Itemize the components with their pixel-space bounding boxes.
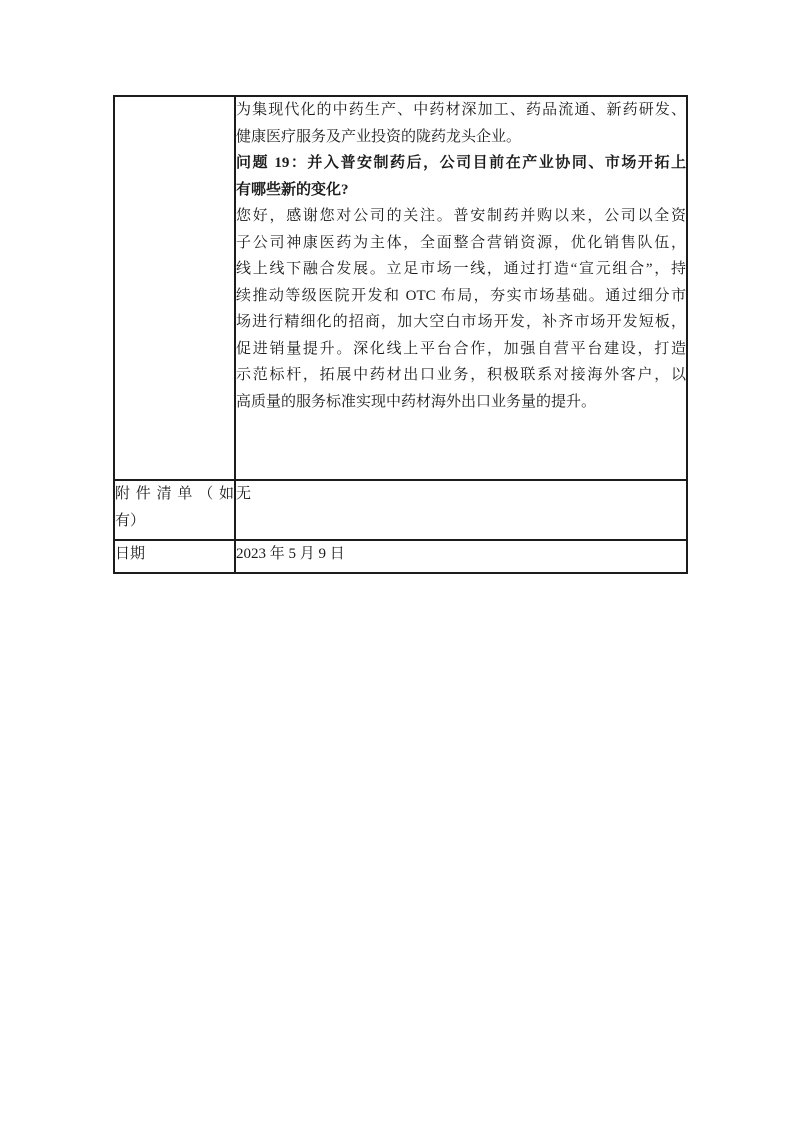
attachment-label-cell bbox=[114, 480, 235, 540]
ir-activity-record-table bbox=[113, 95, 688, 574]
attachment-value bbox=[236, 481, 686, 508]
text-line: 场进行精细化的招商，加大空白市场开发，补齐市场开发短板， bbox=[236, 314, 686, 330]
text-line: 健康医疗服务及产业投资的陇药龙头企业。 bbox=[236, 128, 522, 145]
table-row-date bbox=[114, 540, 687, 573]
answer-row-empty-label-cell bbox=[114, 96, 235, 480]
text-line: 附件清单（如 bbox=[115, 486, 234, 502]
text-line: 子公司神康医药为主体，全面整合营销资源，优化销售队伍， bbox=[236, 234, 686, 251]
attachment-label bbox=[115, 481, 234, 534]
text-line: 2023 年 5 月 9 日 bbox=[236, 546, 345, 562]
text-line: 有哪些新的变化? bbox=[236, 181, 349, 198]
table-row-attachment bbox=[114, 480, 687, 540]
text-line: 促进销量提升。深化线上平台合作，加强自营平台建设，打造 bbox=[236, 340, 686, 357]
text-line: 高质量的服务标准实现中药材海外出口业务量的提升。 bbox=[236, 393, 597, 410]
date-label bbox=[115, 541, 234, 568]
date-value-cell bbox=[235, 540, 687, 573]
text-line: 为集现代化的中药生产、中药材深加工、药品流通、新药研发、 bbox=[236, 102, 686, 118]
attachment-value-cell bbox=[235, 480, 687, 540]
text-line: 日期 bbox=[115, 546, 146, 562]
table-row-answer bbox=[114, 96, 687, 480]
text-line: 有） bbox=[115, 512, 146, 529]
text-line: 线上线下融合发展。立足市场一线，通过打造“宣元组合”，持 bbox=[236, 261, 686, 277]
date-value bbox=[236, 541, 686, 568]
answer-content-cell bbox=[235, 96, 687, 480]
text-line: 示范标杆，拓展中药材出口业务，积极联系对接海外客户，以 bbox=[236, 367, 686, 383]
text-line: 无 bbox=[236, 486, 252, 502]
text-line: 续推动等级医院开发和 OTC 布局，夯实市场基础。通过细分市 bbox=[236, 287, 686, 304]
date-label-cell bbox=[114, 540, 235, 573]
text-line: 您好，感谢您对公司的关注。普安制药并购以来，公司以全资 bbox=[236, 208, 686, 224]
answer-text bbox=[236, 97, 686, 415]
text-line: 问题 19：并入普安制药后，公司目前在产业协同、市场开拓上 bbox=[236, 155, 686, 171]
